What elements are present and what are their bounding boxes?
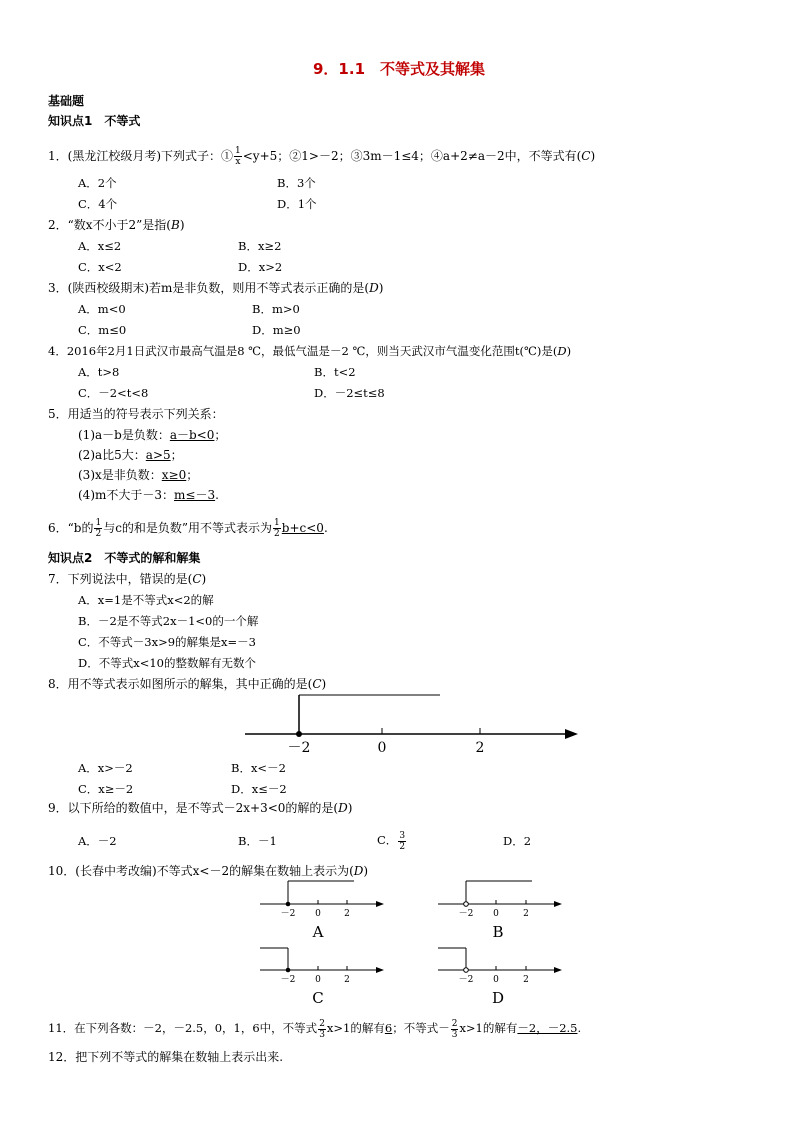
svg-text:2: 2 [344, 909, 350, 919]
knowledge-point-2: 知识点2 不等式的解和解集 [48, 551, 201, 565]
question-9: 9．以下所给的数值中，是不等式－2x+3<0的解的是(D) [48, 801, 353, 815]
q6-answer: $\frac{1}{2}$ b+c<0 [274, 518, 324, 539]
q9-answer: D [338, 801, 348, 815]
q3-option-c: C．m≤0 [78, 323, 127, 337]
q2-option-b: B．x≥2 [238, 239, 282, 253]
q9-option-c: C． $\frac{3}{2}$ [377, 830, 406, 852]
q9-option-b: B．－1 [238, 834, 277, 848]
question-8: 8．用不等式表示如图所示的解集，其中正确的是(C) [48, 677, 327, 691]
axis-label: 0 [377, 740, 387, 756]
figure-label-a: A [312, 923, 324, 941]
page-title: 9．1.1 不等式及其解集 [313, 60, 486, 78]
q7-answer: C [192, 572, 202, 586]
question-1: 1．(黑龙江校级月考)下列式子：① $\frac{1}{x}$ <y+5；②1>－2；③3m－1≤4；④a+2≠a－2中，不等式有(C) [48, 146, 596, 167]
q7-option-a: A．x=1是不等式x<2的解 [78, 593, 214, 607]
q1-fraction: $\frac{1}{x}$ [235, 146, 241, 167]
q7-option-b: B．－2是不等式2x－1<0的一个解 [78, 614, 259, 628]
figure-d [438, 948, 562, 1007]
q1-post: <y+5；②1>－2；③3m－1≤4；④a+2≠a－2中，不等式有( [242, 149, 582, 163]
question-11: 11．在下列各数：－2，－2.5，0，1，6中，不等式 $\frac{2}{3}$ x>1的解有6；不等式－ $\frac{2}{3}$ x>1的解有－2，－2.5. [48, 1018, 582, 1040]
question-7: 7．下列说法中，错误的是(C) [48, 572, 207, 586]
question-2: 2．“数x不小于2”是指(B) [48, 218, 185, 232]
closed-point [296, 731, 302, 737]
q5-answer-2: a>5 [145, 448, 171, 462]
q2-option-c: C．x<2 [78, 260, 122, 274]
figure-label-d: D [491, 989, 505, 1007]
axis-label: 2 [475, 740, 485, 756]
q4-option-c: C．－2<t<8 [78, 386, 149, 400]
svg-text:2: 2 [344, 975, 350, 985]
q5-answer-1: a－b<0 [169, 428, 215, 442]
svg-text:－2: －2 [458, 909, 474, 919]
q1-answer: C [581, 149, 591, 163]
q5-item-1: (1)a－b是负数：a－b<0； [78, 428, 227, 442]
q1-option-c: C．4个 [78, 197, 118, 211]
q5-item-4: (4)m不大于－3：m≤－3. [78, 488, 219, 502]
question-6: 6．“b的 $\frac{1}{2}$ 与c的和是负数”用不等式表示为 $\frac{1}{2}$ b+c<0. [48, 518, 328, 539]
svg-text:2: 2 [523, 975, 529, 985]
q9-option-d: D．2 [503, 834, 532, 848]
q7-option-c: C．不等式－3x>9的解集是x=－3 [78, 635, 256, 649]
q5-answer-4: m≤－3 [174, 488, 216, 502]
svg-text:－2: －2 [280, 909, 296, 919]
q3-option-a: A．m<0 [78, 302, 126, 316]
svg-text:0: 0 [493, 975, 499, 985]
q8-option-a: A．x>－2 [78, 761, 133, 775]
q7-option-d: D．不等式x<10的整数解有无数个 [78, 656, 256, 670]
knowledge-point-1: 知识点1 不等式 [48, 114, 141, 128]
q1-option-a: A．2个 [78, 176, 117, 190]
svg-text:0: 0 [493, 909, 499, 919]
q9-option-a: A．－2 [78, 834, 117, 848]
q8-answer: C [312, 677, 322, 691]
q8-option-d: D．x≤－2 [231, 782, 287, 796]
q2-option-a: A．x≤2 [78, 239, 122, 253]
q3-option-b: B．m>0 [252, 302, 300, 316]
question-12: 12．把下列不等式的解集在数轴上表示出来. [48, 1050, 284, 1064]
q5-item-3: (3)x是非负数：x≥0； [78, 468, 199, 482]
svg-text:－2: －2 [458, 975, 474, 985]
q3-option-d: D．m≥0 [252, 323, 301, 337]
q5-answer-3: x≥0 [161, 468, 187, 482]
q4-option-d: D．－2≤t≤8 [314, 386, 385, 400]
question-5: 5．用适当的符号表示下列关系： [48, 407, 224, 421]
svg-text:2: 2 [523, 909, 529, 919]
q11-answer-2: －2，－2.5 [517, 1021, 578, 1035]
svg-text:－2: －2 [280, 975, 296, 985]
q1-pre: 1．(黑龙江校级月考)下列式子：① [48, 149, 233, 163]
q4-option-a: A．t>8 [78, 365, 120, 379]
question-4: 4．2016年2月1日武汉市最高气温是8 ℃，最低气温是－2 ℃，则当天武汉市气温变化范围t(℃)是(D) [48, 344, 572, 358]
q4-option-b: B．t<2 [314, 365, 356, 379]
svg-text:0: 0 [315, 909, 321, 919]
q2-option-d: D．x>2 [238, 260, 283, 274]
q4-answer: D [557, 344, 567, 358]
figure-a [260, 881, 384, 941]
figure-label-c: C [312, 989, 324, 1007]
question-3: 3．(陕西校级期末)若m是非负数，则用不等式表示正确的是(D) [48, 281, 384, 295]
q2-answer: B [171, 218, 180, 232]
q1-option-b: B．3个 [277, 176, 316, 190]
figure-b [438, 881, 562, 941]
svg-text:0: 0 [315, 975, 321, 985]
q6-fraction: $\frac{1}{2}$ [95, 518, 102, 539]
axis-label: －2 [287, 740, 311, 756]
section-heading-basic: 基础题 [48, 94, 85, 108]
q5-item-2: (2)a比5大：a>5； [78, 448, 183, 462]
q10-answer: D [353, 864, 364, 878]
q8-option-b: B．x<－2 [231, 761, 286, 775]
q11-answer-1: 6 [384, 1021, 393, 1035]
figure-label-b: B [492, 923, 504, 941]
question-10: 10．(长春中考改编)不等式x<－2的解集在数轴上表示为(D) [48, 864, 369, 878]
q3-answer: D [369, 281, 379, 295]
figure-c [260, 948, 384, 1007]
q8-option-c: C．x≥－2 [78, 782, 134, 796]
q1-option-d: D．1个 [277, 197, 317, 211]
